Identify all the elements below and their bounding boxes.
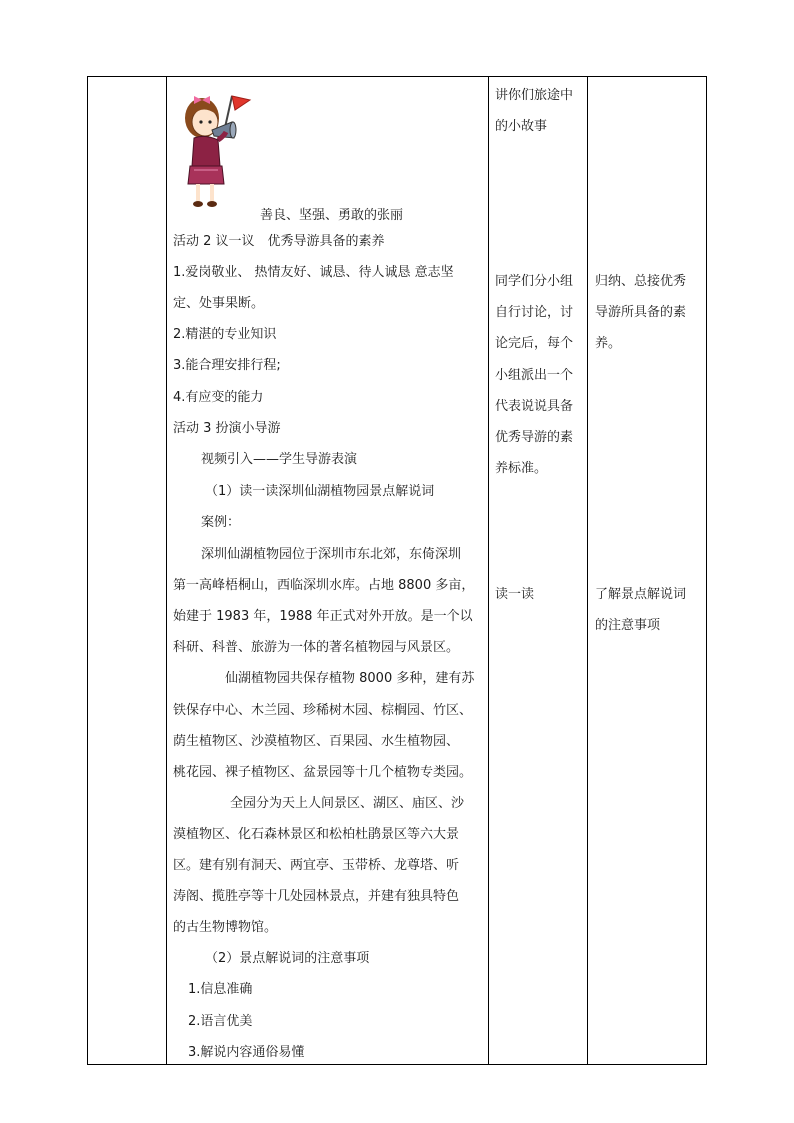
learn-goal-line-1: 了解景点解说词 [595,587,687,602]
discuss-activity-line-7: 养标准。 [495,461,548,476]
read-section-title: （1）读一读深圳仙湖植物园景点解说词 [205,484,435,499]
mascot-caption: 善良、坚强、勇敢的张丽 [260,208,404,223]
quality-item-3: 3.能合理安排行程; [173,358,281,373]
discuss-activity-line-6: 优秀导游的素 [495,430,574,445]
paragraph-1-line-2: 第一高峰梧桐山，西临深圳水库。占地 8800 多亩， [173,578,475,593]
paragraph-3-line-4: 涛阁、揽胜亭等十几处园林景点，并建有独具特色 [173,889,460,904]
discuss-activity-line-1: 同学们分小组 [495,274,574,289]
table-right-border [706,76,707,1065]
paragraph-2-line-3: 荫生植物区、沙漠植物区、百果园、水生植物园、 [173,734,460,749]
notes-title: （2）景点解说词的注意事项 [205,951,370,966]
paragraph-3-line-2: 漠植物区、化石森林景区和松柏杜鹃景区等六大景 [173,827,460,842]
summary-goal-line-2: 导游所具备的素 [595,305,687,320]
summary-goal-line-1: 归纳、总接优秀 [595,274,687,289]
table-left-border [87,76,88,1065]
quality-item-1: 1.爱岗敬业、 热情友好、诚恳、待人诚恳 意志坚 [173,265,454,280]
tour-guide-girl-illustration [180,92,256,210]
note-item-3: 3.解说内容通俗易懂 [188,1045,305,1060]
quality-item-4: 4.有应变的能力 [173,390,264,405]
discuss-activity-line-4: 小组派出一个 [495,368,574,383]
learn-goal-line-2: 的注意事项 [595,618,661,633]
paragraph-1-line-1: 深圳仙湖植物园位于深圳市东北郊，东倚深圳 [201,547,462,562]
paragraph-3-line-3: 区。建有别有洞天、两宜亭、玉带桥、龙尊塔、听 [173,858,460,873]
column-divider-2 [488,76,489,1065]
quality-item-1-cont: 定、处事果断。 [173,296,265,311]
column-divider-1 [166,76,167,1065]
case-label: 案例： [201,515,241,530]
column-divider-3 [587,76,588,1065]
activity2-title: 活动 2 议一议 优秀导游具备的素养 [173,234,385,249]
paragraph-1-line-3: 始建于 1983 年，1988 年正式对外开放。是一个以 [173,609,473,624]
discuss-activity-line-2: 自行讨论，讨 [495,305,574,320]
story-activity-line-1: 讲你们旅途中 [495,88,574,103]
video-intro: 视频引入——学生导游表演 [201,452,358,467]
paragraph-3-line-5: 的古生物博物馆。 [173,920,278,935]
story-activity-line-2: 的小故事 [495,119,548,134]
read-activity: 读一读 [495,587,535,602]
discuss-activity-line-5: 代表说说具备 [495,399,574,414]
paragraph-2-line-1: 仙湖植物园共保存植物 8000 多种，建有苏 [225,671,475,686]
summary-goal-line-3: 养。 [595,336,622,351]
note-item-1: 1.信息准确 [188,982,253,997]
activity3-title: 活动 3 扮演小导游 [173,421,281,436]
paragraph-1-line-4: 科研、科普、旅游为一体的著名植物园与风景区。 [173,640,460,655]
table-top-border [87,76,707,77]
discuss-activity-line-3: 论完后，每个 [495,336,574,351]
table-bottom-border [87,1064,707,1065]
paragraph-3-line-1: 全园分为天上人间景区、湖区、庙区、沙 [230,796,465,811]
note-item-2: 2.语言优美 [188,1014,253,1029]
paragraph-2-line-4: 桃花园、裸子植物区、盆景园等十几个植物专类园。 [173,765,473,780]
paragraph-2-line-2: 铁保存中心、木兰园、珍稀树木园、棕榈园、竹区、 [173,703,473,718]
quality-item-2: 2.精湛的专业知识 [173,327,277,342]
